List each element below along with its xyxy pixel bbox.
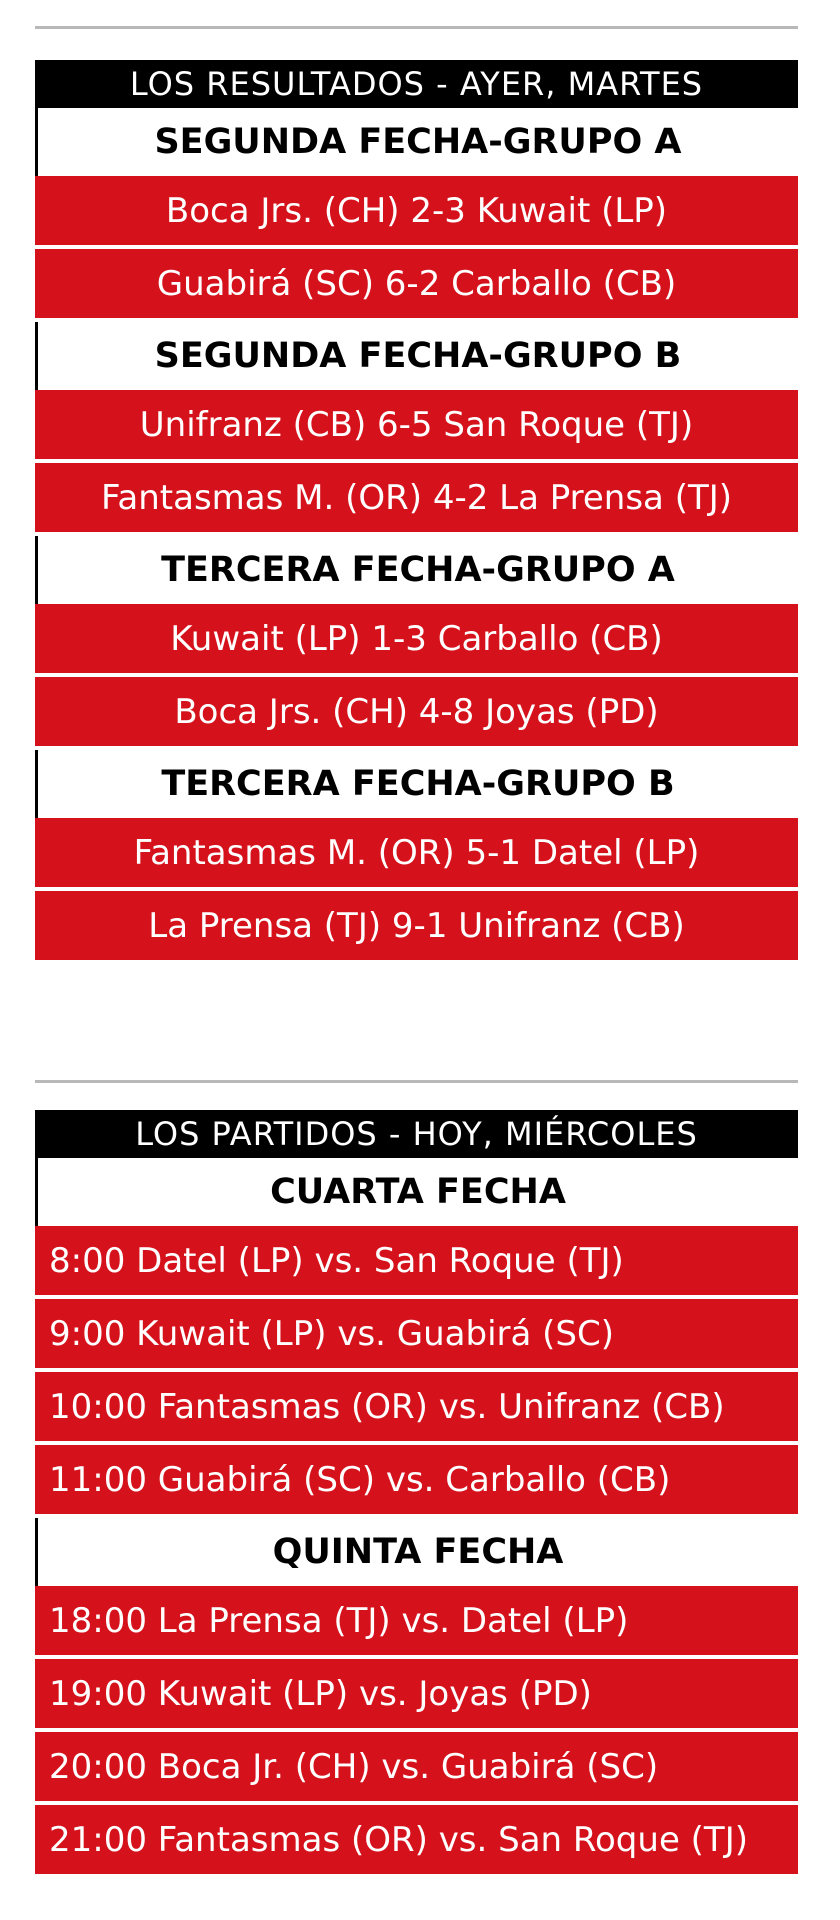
result-row: Guabirá (SC) 6-2 Carballo (CB) <box>35 249 798 322</box>
matches-section-heading: QUINTA FECHA <box>35 1518 798 1586</box>
matches-title: LOS PARTIDOS - HOY, MIÉRCOLES <box>35 1110 798 1158</box>
match-row: 19:00 Kuwait (LP) vs. Joyas (PD) <box>35 1659 798 1732</box>
results-section-heading: SEGUNDA FECHA-GRUPO B <box>35 322 798 390</box>
top-divider <box>35 26 798 29</box>
result-row: Fantasmas M. (OR) 4-2 La Prensa (TJ) <box>35 463 798 536</box>
middle-divider <box>35 1080 798 1083</box>
results-section-heading: TERCERA FECHA-GRUPO B <box>35 750 798 818</box>
result-row: Boca Jrs. (CH) 4-8 Joyas (PD) <box>35 677 798 750</box>
results-section-heading: TERCERA FECHA-GRUPO A <box>35 536 798 604</box>
match-row: 10:00 Fantasmas (OR) vs. Unifranz (CB) <box>35 1372 798 1445</box>
result-row: Boca Jrs. (CH) 2-3 Kuwait (LP) <box>35 176 798 249</box>
result-row: Fantasmas M. (OR) 5-1 Datel (LP) <box>35 818 798 891</box>
match-row: 11:00 Guabirá (SC) vs. Carballo (CB) <box>35 1445 798 1518</box>
match-row: 8:00 Datel (LP) vs. San Roque (TJ) <box>35 1226 798 1299</box>
match-row: 20:00 Boca Jr. (CH) vs. Guabirá (SC) <box>35 1732 798 1805</box>
match-row: 21:00 Fantasmas (OR) vs. San Roque (TJ) <box>35 1805 798 1878</box>
match-row: 9:00 Kuwait (LP) vs. Guabirá (SC) <box>35 1299 798 1372</box>
results-section-heading: SEGUNDA FECHA-GRUPO A <box>35 108 798 176</box>
matches-section-heading: CUARTA FECHA <box>35 1158 798 1226</box>
result-row: Kuwait (LP) 1-3 Carballo (CB) <box>35 604 798 677</box>
results-block <box>35 60 798 964</box>
results-title: LOS RESULTADOS - AYER, MARTES <box>35 60 798 108</box>
result-row: Unifranz (CB) 6-5 San Roque (TJ) <box>35 390 798 463</box>
match-row: 18:00 La Prensa (TJ) vs. Datel (LP) <box>35 1586 798 1659</box>
matches-block <box>35 1110 798 1878</box>
result-row: La Prensa (TJ) 9-1 Unifranz (CB) <box>35 891 798 964</box>
